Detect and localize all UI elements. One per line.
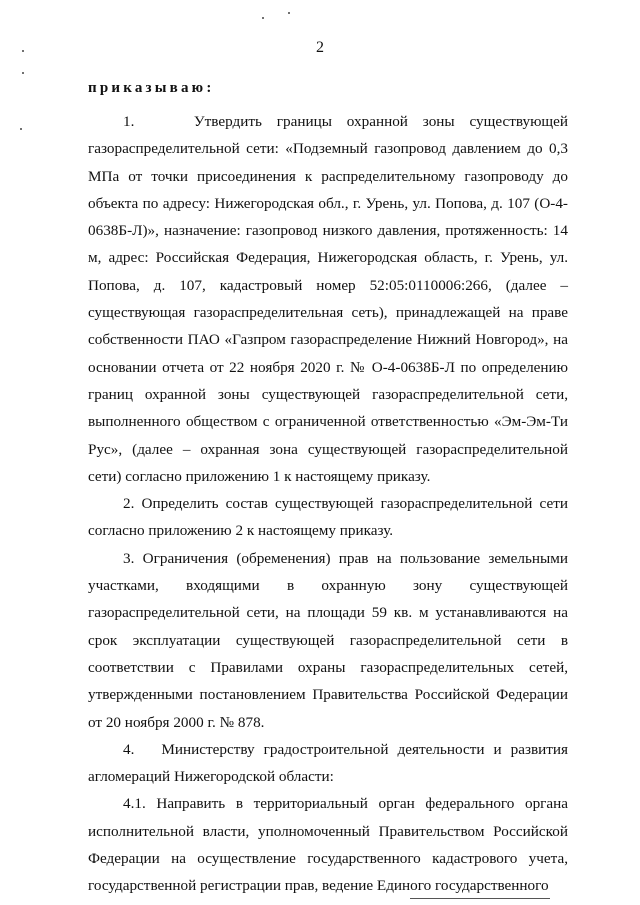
scan-speck [288,12,290,14]
bottom-rule [410,898,550,899]
page-number: 2 [316,39,324,56]
paragraph-4: 4. Министерству градостроительной деятельности и развития агломераций Нижегородской области: [88,740,568,786]
paragraph-2: 2. Определить состав существующей газораспределительной сети согласно приложению 2 к настоящему приказу. [88,495,568,540]
scan-speck [262,17,264,19]
document-body [88,108,568,900]
order-heading: приказываю: [88,80,215,96]
paragraph-1: 1. Утвердить границы охранной зоны существующей газораспределительной сети: «Подземный газопровод давлением до 0,3 МПа от точки присоединения к распределительному газопроводу до объекта по адресу: Нижегородская обл., г. Урень, ул. Попова, д. 107 (О-4-0638Б-Л)», назначение: газопровод низкого давления, протяженность: 14 м, адрес: Российская Федерация, Нижегородская область, г. Урень, ул. Попова, д. 107, кадастровый номер 52:05:0110006:266, (далее – существующая газораспределительная сеть), принадлежащей на праве собственности ПАО «Газпром газораспределение Нижний Новгород», на основании отчета от 22 ноября 2020 г. № О-4-0638Б-Л по определению границ охранной зоны существующей газораспределительной сети, выполненного обществом с ограниченной ответственностью «Эм-Эм-Ти Рус», (далее – охранная зона существующей газораспределительной сети) согласно приложению 1 к настоящему приказу. [88,113,568,485]
scan-speck [20,128,22,130]
paragraph-4-1: 4.1. Направить в территориальный орган федерального органа исполнительной власти, уполномоченный Правительством Российской Федерации на осуществление государственного кадастрового учета, государственной регистрации прав, ведение Единого государственного [88,795,568,895]
paragraph-3: 3. Ограничения (обременения) прав на пользование земельными участками, входящими в охранную зону существующей газораспределительной сети, на площади 59 кв. м устанавливаются на срок эксплуатации существующей газораспределительной сети в соответствии с Правилами охраны газораспределительных сетей, утвержденными постановлением Правительства Российской Федерации от 20 ноября 2000 г. № 878. [88,549,568,731]
scan-speck [22,72,24,74]
